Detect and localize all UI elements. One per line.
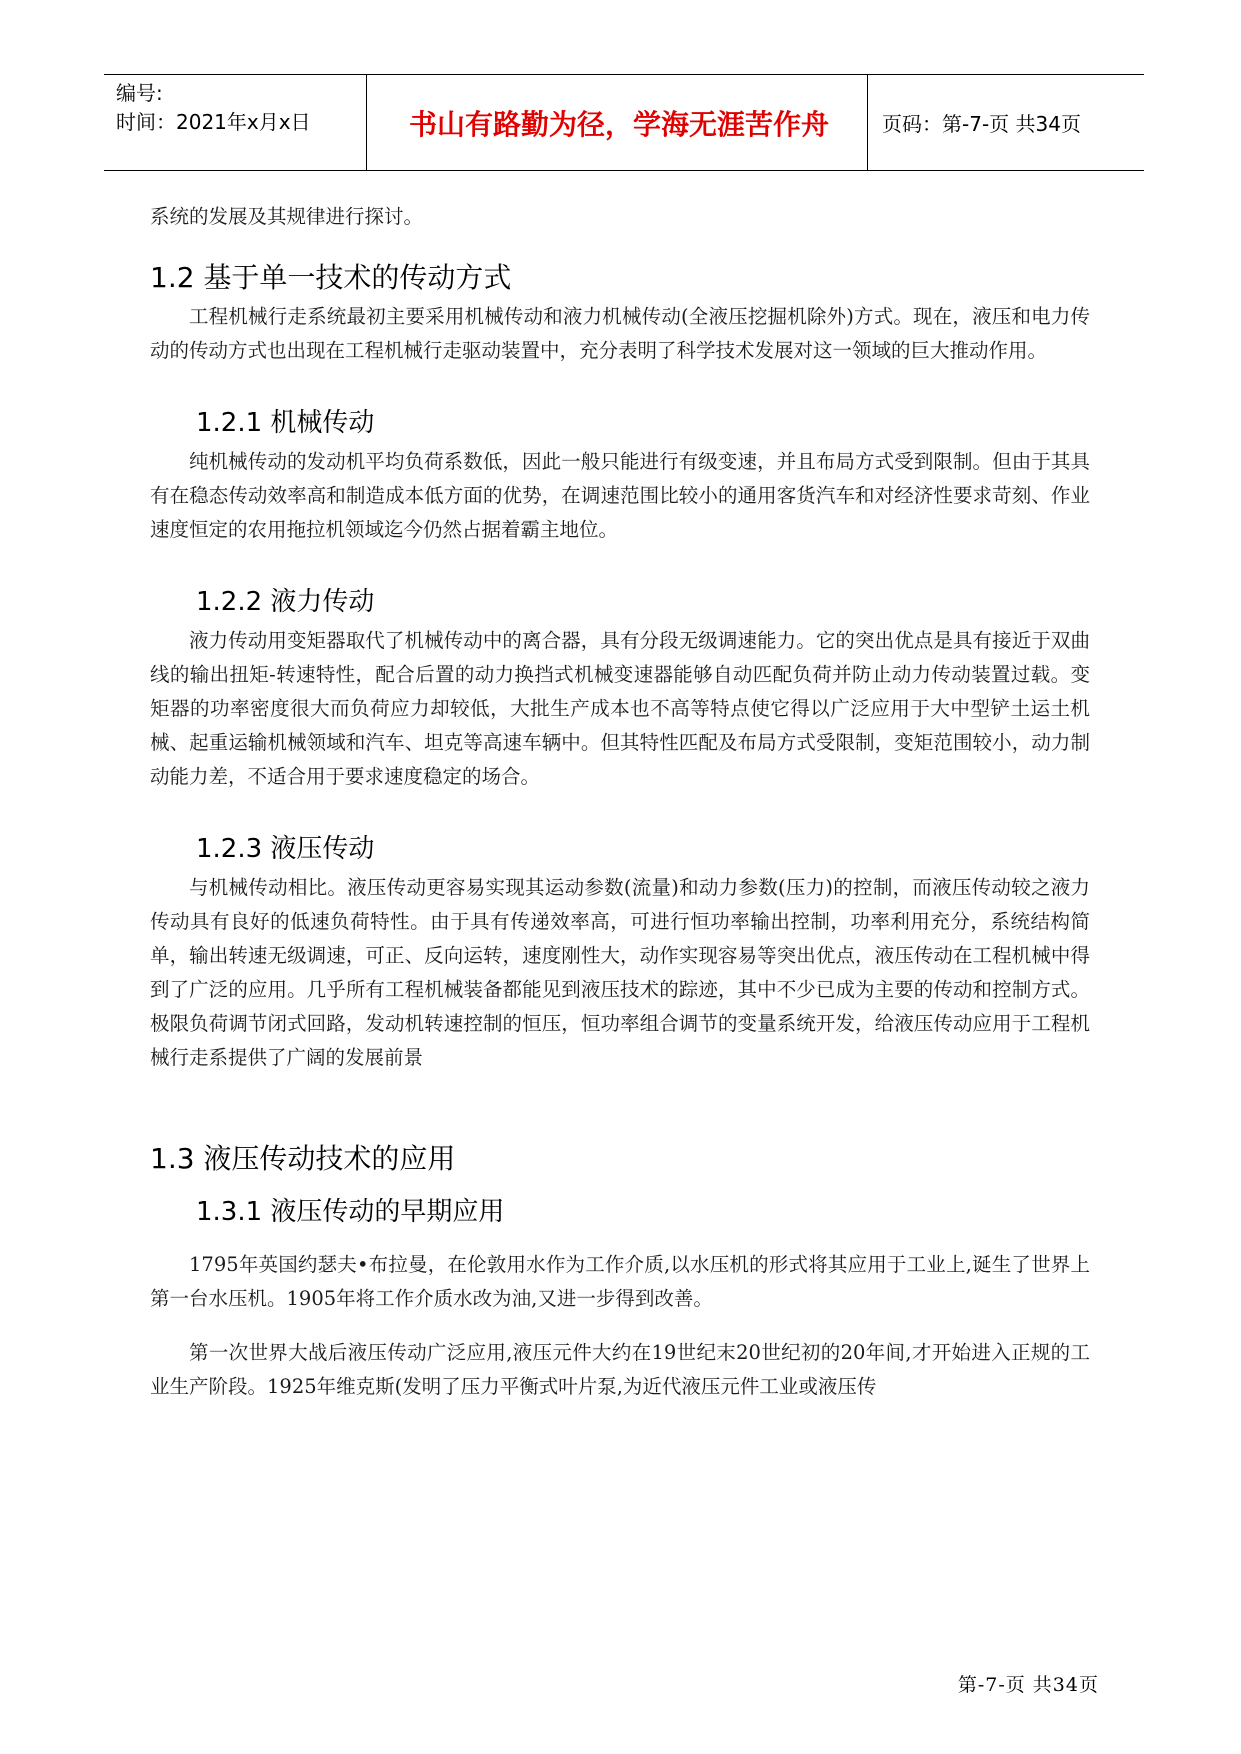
section-1-3-1-heading: 1.3.1 液压传动的早期应用 — [196, 1197, 505, 1227]
page-header — [104, 74, 1144, 171]
section-1-3-1-paragraph-1: 1795年英国约瑟夫•布拉曼，在伦敦用水作为工作介质,以水压机的形式将其应用于工业上,诞生了世界上第一台水压机。1905年将工作介质水改为油,又进一步得到改善。 — [150, 1253, 1090, 1310]
section-1-2-2-paragraph: 液力传动用变矩器取代了机械传动中的离合器，具有分段无级调速能力。它的突出优点是具有接近于双曲线的输出扭矩-转速特性，配合后置的动力换挡式机械变速器能够自动匹配负荷并防止动力传动装置过载。变矩器的功率密度很大而负荷应力却较低，大批生产成本也不高等特点使它得以广泛应用于大中型铲土运土机械、起重运输机械领域和汽车、坦克等高速车辆中。但其特性匹配及布局方式受限制，变矩范围较小，动力制动能力差，不适合用于要求速度稳定的场合。 — [150, 629, 1090, 788]
document-number-label: 编号: — [116, 81, 163, 105]
header-divider-left — [366, 75, 367, 170]
section-1-3-1-paragraph-2: 第一次世界大战后液压传动广泛应用,液压元件大约在19世纪末20世纪初的20年间,才开始进入正规的工业生产阶段。1925年维克斯(发明了压力平衡式叶片泵,为近代液压元件工业或液压传 — [150, 1341, 1090, 1398]
header-divider-right — [867, 75, 868, 170]
document-body — [150, 200, 1090, 1404]
header-motto: 书山有路勤为径，学海无涯苦作舟 — [408, 107, 829, 141]
intro-tail-paragraph: 系统的发展及其规律进行探讨。 — [150, 205, 424, 228]
section-1-2-1-heading: 1.2.1 机械传动 — [196, 408, 375, 438]
section-1-2-paragraph: 工程机械行走系统最初主要采用机械传动和液力机械传动(全液压挖掘机除外)方式。现在，液压和电力传动的传动方式也出现在工程机械行走驱动装置中，充分表明了科学技术发展对这一领域的巨大推动作用。 — [150, 305, 1090, 362]
section-1-2-3-heading: 1.2.3 液压传动 — [196, 834, 375, 864]
header-meta — [116, 79, 311, 137]
section-1-2-heading: 1.2 基于单一技术的传动方式 — [150, 261, 512, 294]
section-1-2-2-heading: 1.2.2 液力传动 — [196, 587, 375, 617]
section-1-3-heading: 1.3 液压传动技术的应用 — [150, 1142, 456, 1175]
document-time-label: 时间：2021年x月x日 — [116, 110, 311, 134]
section-1-2-1-paragraph: 纯机械传动的发动机平均负荷系数低，因此一般只能进行有级变速，并且布局方式受到限制。但由于其具有在稳态传动效率高和制造成本低方面的优势，在调速范围比较小的通用客货汽车和对经济性要求苛刻、作业速度恒定的农用拖拉机领域迄今仍然占据着霸主地位。 — [150, 450, 1090, 541]
header-page-number: 页码：第-7-页 共34页 — [882, 112, 1081, 136]
section-1-2-3-paragraph: 与机械传动相比。液压传动更容易实现其运动参数(流量)和动力参数(压力)的控制，而液压传动较之液力传动具有良好的低速负荷特性。由于具有传递效率高，可进行恒功率输出控制，功率利用充分，系统结构简单，输出转速无级调速，可正、反向运转，速度刚性大，动作实现容易等突出优点，液压传动在工程机械中得到了广泛的应用。几乎所有工程机械装备都能见到液压技术的踪迹，其中不少已成为主要的传动和控制方式。极限负荷调节闭式回路，发动机转速控制的恒压，恒功率组合调节的变量系统开发，给液压传动应用于工程机械行走系提供了广阔的发展前景 — [150, 876, 1090, 1069]
page-footer-number: 第-7-页 共34页 — [957, 1674, 1099, 1696]
